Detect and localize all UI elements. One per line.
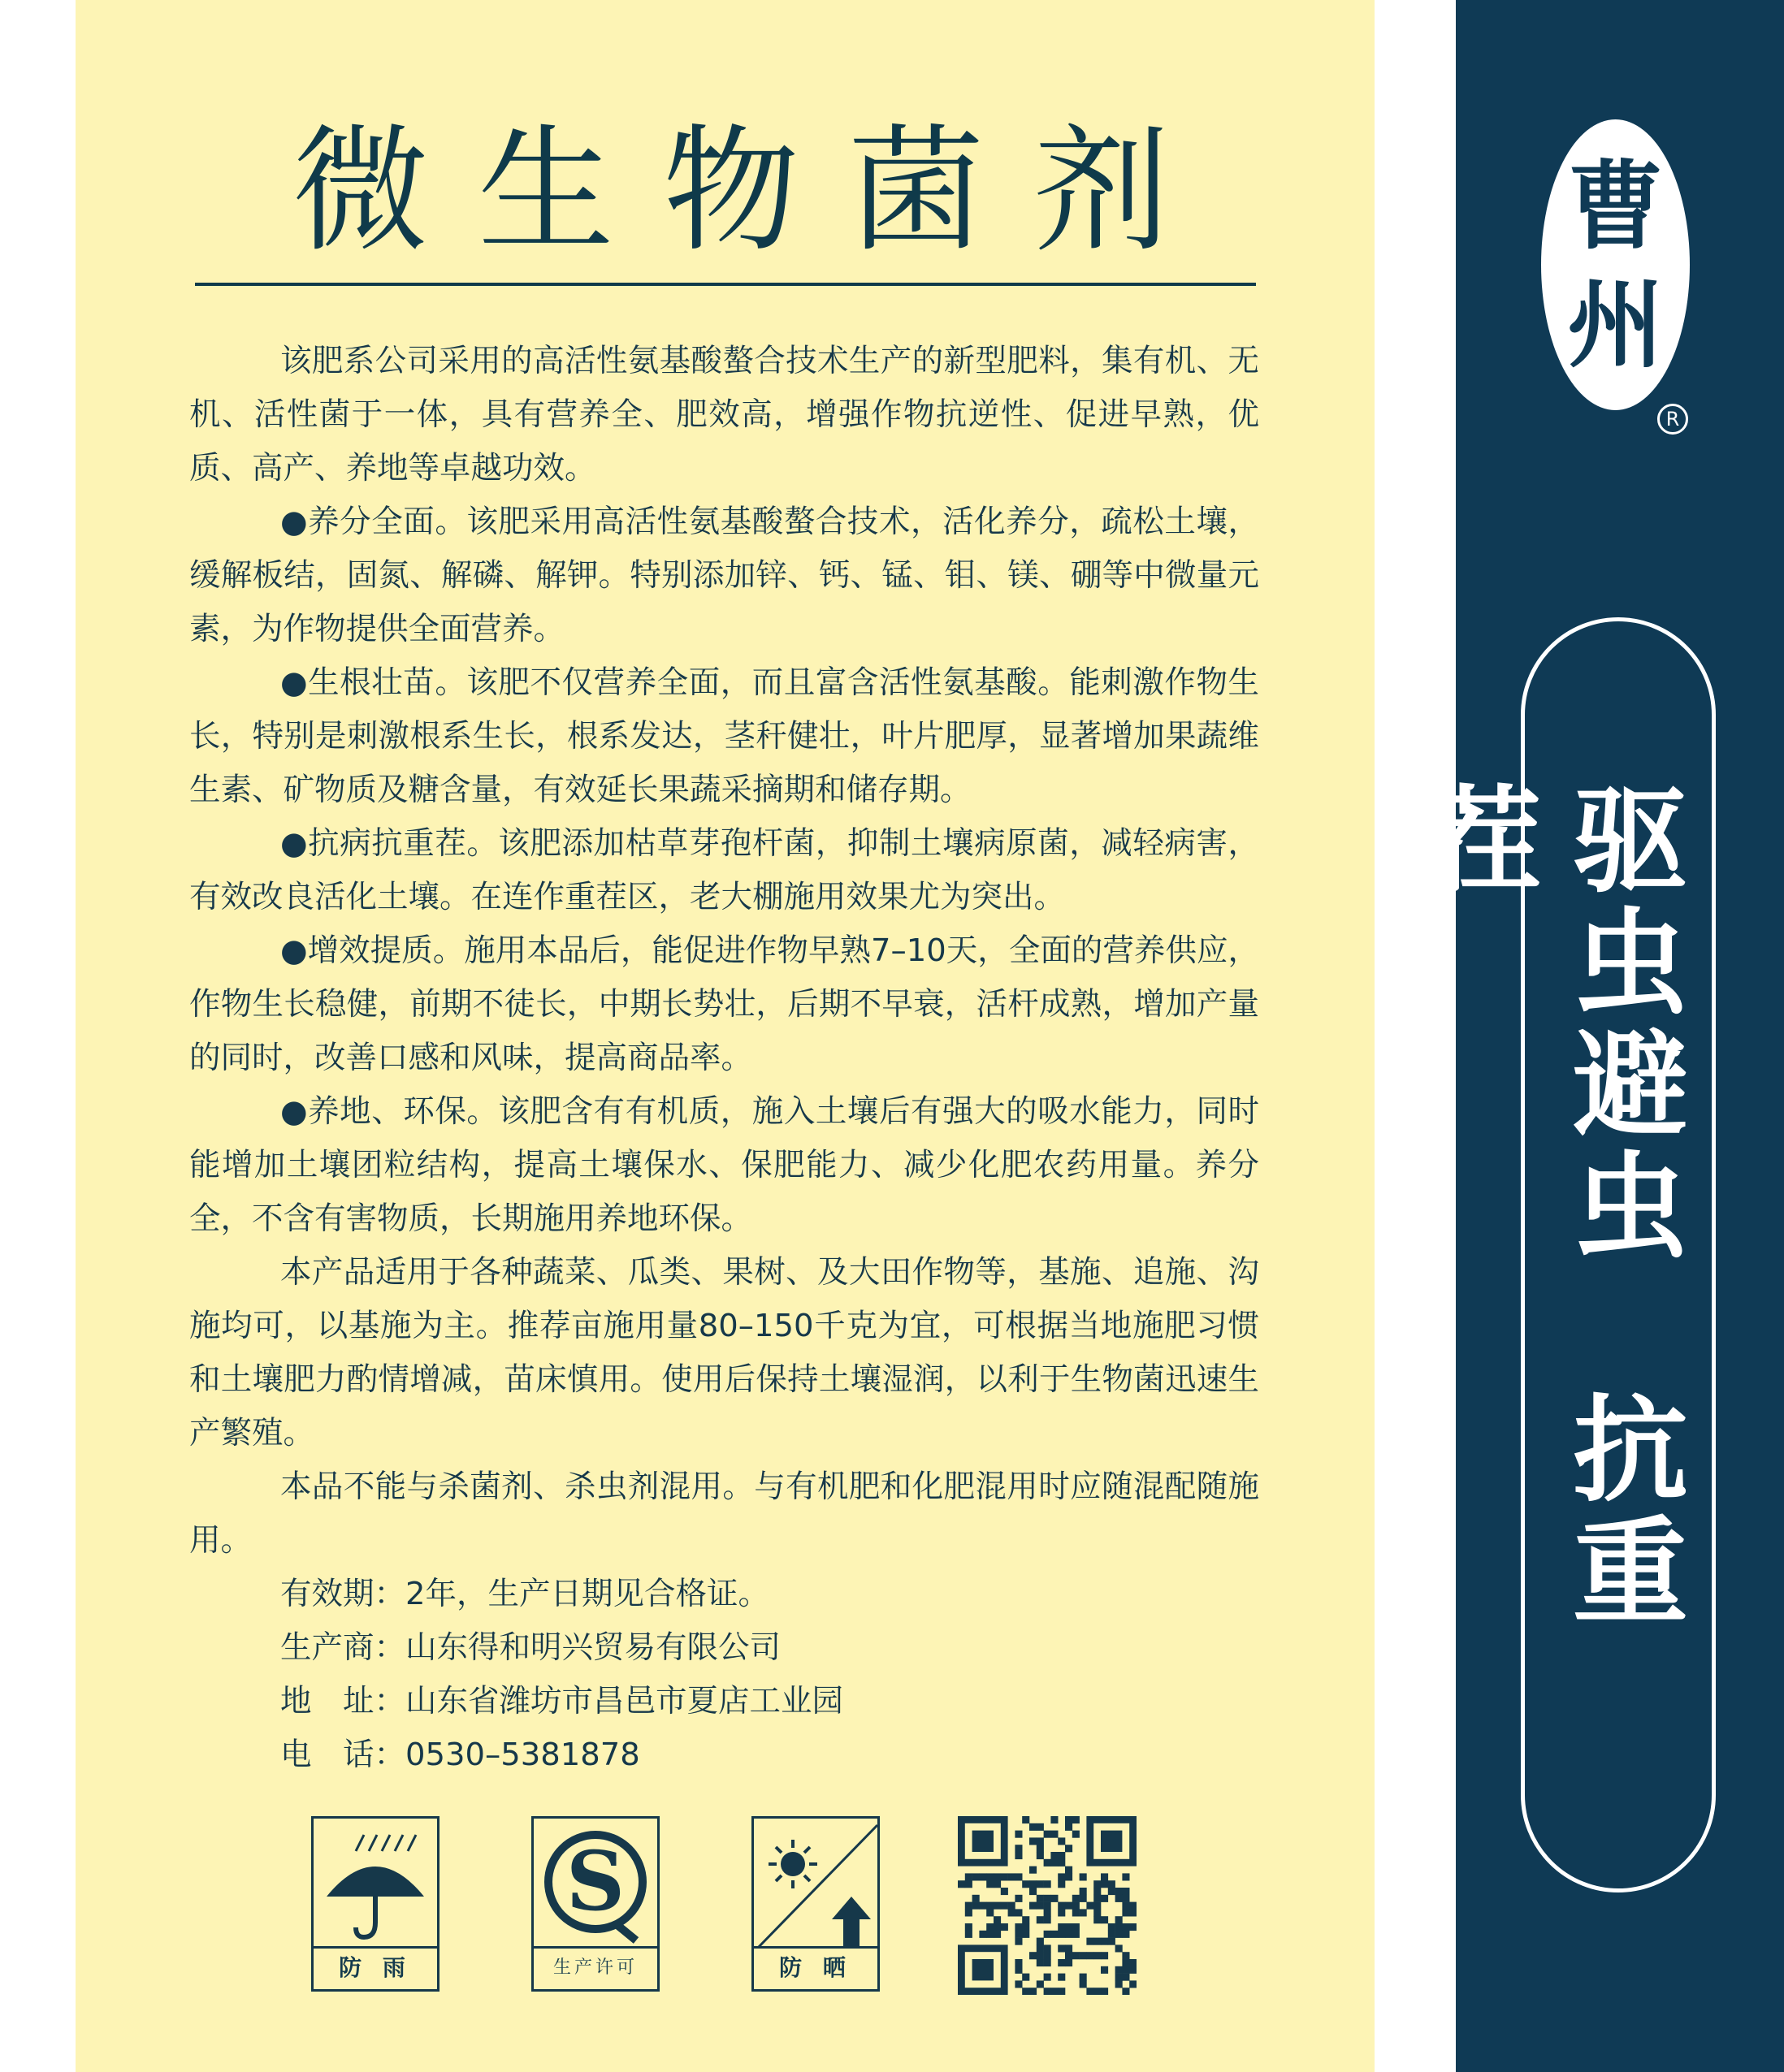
sun-shield-icon xyxy=(754,1819,877,1949)
feature-nutrition: ●养分全面。该肥采用高活性氨基酸螯合技术，活化养分，疏松土壤，缓解板结，固氮、解磷、解钾。特别添加锌、钙、锰、钼、镁、硼等中微量元素，为作物提供全面营养。 xyxy=(189,504,1259,647)
validity-line: 有效期：2年，生产日期见合格证。 xyxy=(280,1576,769,1612)
manufacturer-line: 生产商：山东得和明兴贸易有限公司 xyxy=(280,1629,782,1666)
rainproof-symbol xyxy=(311,1816,440,1992)
brand-logo xyxy=(1541,119,1690,410)
feature-yield: ●增效提质。施用本品后，能促进作物早熟7–10天，全面的营养供应，作物生长稳健，前期不徒长，中期长势壮，后期不早衰，活杆成熟，增加产量的同时，改善口感和风味，提高商品率。 xyxy=(189,932,1259,1076)
sunproof-symbol xyxy=(751,1816,880,1992)
description-body xyxy=(189,335,1259,1782)
title-underline xyxy=(195,283,1256,286)
symbol-row xyxy=(311,1816,1140,1999)
intro-paragraph: 该肥系公司采用的高活性氨基酸螯合技术生产的新型肥料，集有机、无机、活性菌于一体，具有营养全、肥效高，增强作物抗逆性、促进早熟，优质、高产、养地等卓越功效。 xyxy=(189,343,1259,487)
caution-paragraph: 本品不能与杀菌剂、杀虫剂混用。与有机肥和化肥混用时应随混配随施用。 xyxy=(189,1469,1259,1559)
usage-paragraph: 本产品适用于各种蔬菜、瓜类、果树、及大田作物等，基施、追施、沟施均可，以基施为主。推荐亩施用量80–150千克为宜，可根据当地施肥习惯和土壤肥力酌情增减，苗床慎用。使用后保持土壤湿润，以利于生物菌迅速生产繁殖。 xyxy=(189,1254,1259,1451)
feature-eco: ●养地、环保。该肥含有有机质，施入土壤后有强大的吸水能力，同时能增加土壤团粒结构，提高土壤保水、保肥能力、减少化肥农药用量。养分全，不含有害物质，长期施用养地环保。 xyxy=(189,1093,1259,1237)
rainproof-caption: 防 雨 xyxy=(314,1946,437,1989)
qr-code[interactable] xyxy=(958,1816,1137,1995)
phone-line: 电 话：0530–5381878 xyxy=(280,1737,640,1773)
feature-disease: ●抗病抗重茬。该肥添加枯草芽孢杆菌，抑制土壤病原菌，减轻病害，有效改良活化土壤。在连作重茬区，老大棚施用效果尤为突出。 xyxy=(189,825,1259,915)
address-line: 地 址：山东省潍坊市昌邑市夏店工业园 xyxy=(280,1683,844,1719)
registered-mark: R xyxy=(1657,404,1688,435)
license-symbol xyxy=(531,1816,660,1992)
umbrella-icon xyxy=(314,1819,437,1949)
qs-license-icon xyxy=(534,1819,657,1949)
product-title: 微生物菌剂 xyxy=(292,111,1219,270)
sunproof-caption: 防 晒 xyxy=(754,1946,877,1989)
brand-slogan: 驱虫避虫 抗重茬 xyxy=(1407,780,1687,1633)
svg-text:S: S xyxy=(565,1833,626,1929)
feature-roots: ●生根壮苗。该肥不仅营养全面，而且富含活性氨基酸。能刺激作物生长，特别是刺激根系生长，根系发达，茎秆健壮，叶片肥厚，显著增加果蔬维生素、矿物质及糖含量，有效延长果蔬采摘期和储存期。 xyxy=(189,664,1259,808)
brand-logo-text: 曹州 xyxy=(1567,150,1664,381)
license-caption: 生产许可 xyxy=(534,1946,657,1989)
